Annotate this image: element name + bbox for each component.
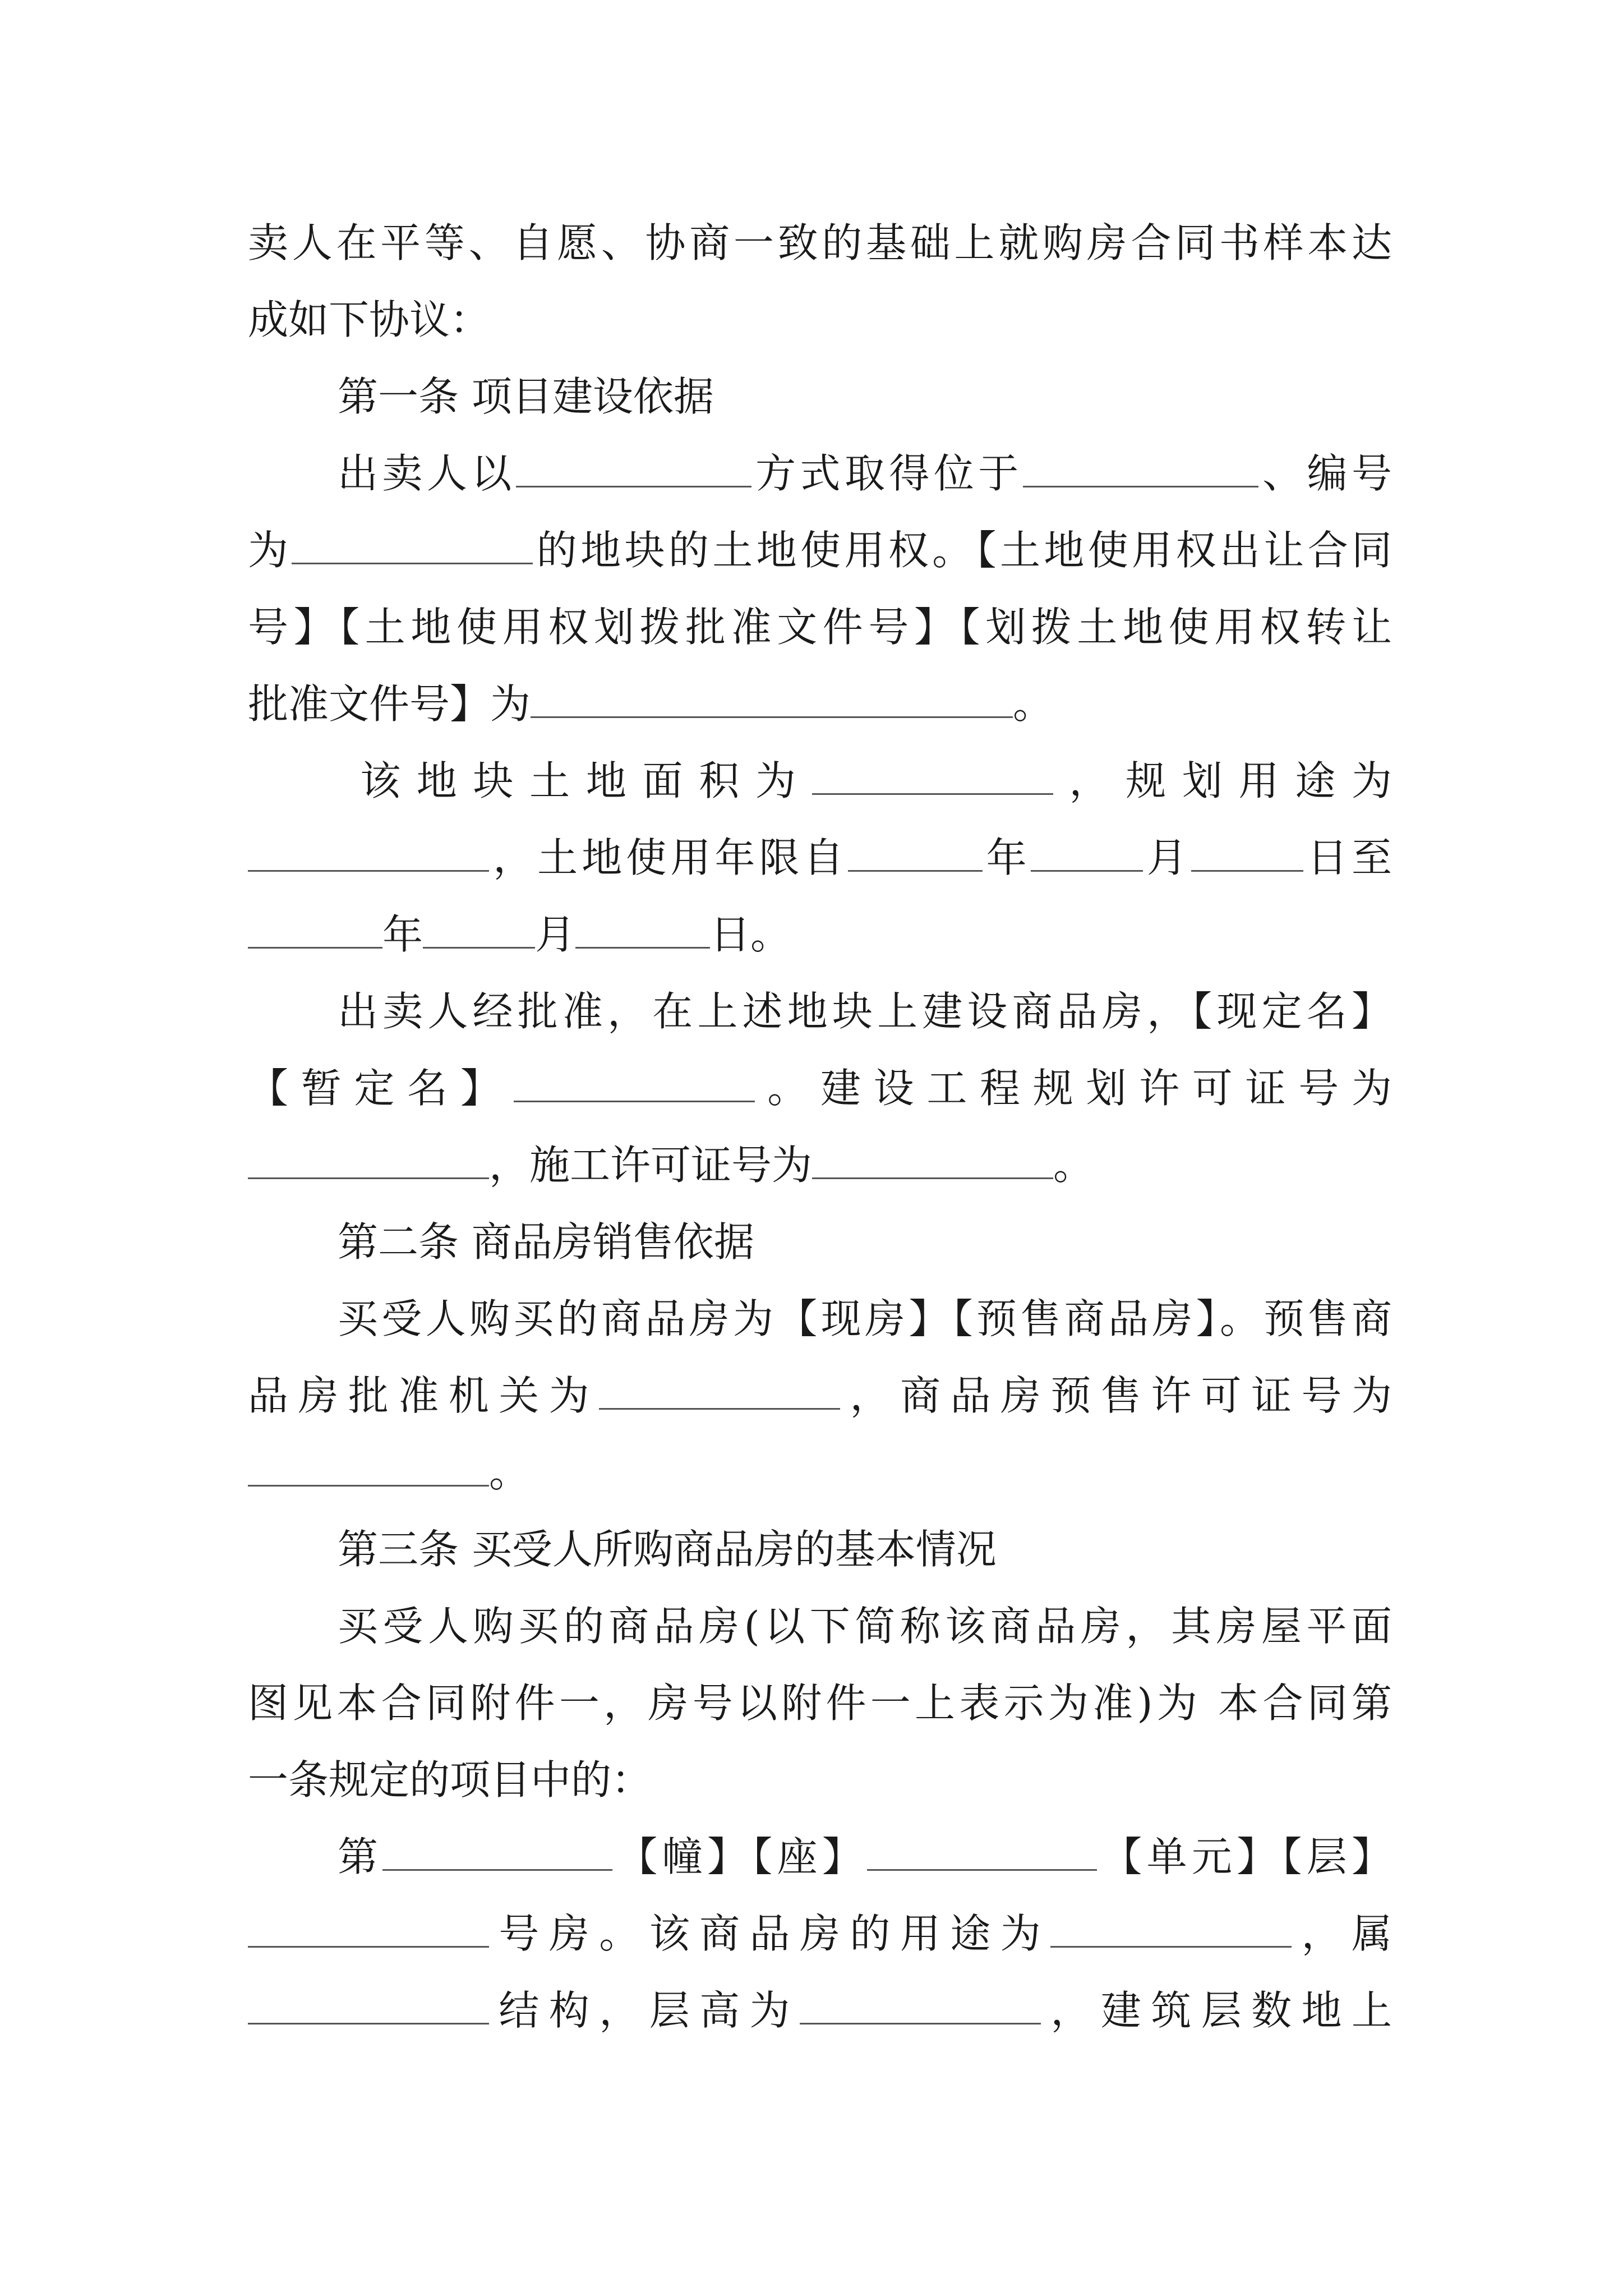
text: 图见本合同附件一，房号以附件一上表示为准)为 本合同第 [248,1680,1392,1727]
fill-blank[interactable] [812,747,1053,795]
text: 方式取得位于 [751,450,1023,497]
text: 品房批准机关为 [248,1372,600,1419]
article-3-heading [248,1510,1392,1589]
text: 第 [338,1833,383,1880]
text-line-24 [248,1971,1392,2050]
text: 批准文件号】为 [248,680,531,728]
fill-blank[interactable] [248,1977,489,2024]
fill-blank[interactable] [867,1823,1097,1871]
fill-blank[interactable] [531,670,1013,718]
text-line-1 [248,204,1392,282]
fill-blank[interactable] [423,901,535,949]
fill-blank[interactable] [848,824,983,872]
text: ，建筑层数地上 [1041,1987,1392,2034]
fill-blank[interactable] [599,1362,840,1410]
text-line-22 [248,1818,1392,1896]
text-line-4 [248,434,1392,513]
text-line-23 [248,1894,1392,1973]
text: 号】【土地使用权划拨批准文件号】【划拨土地使用权转让 [248,604,1392,651]
text: 。 [1053,1142,1094,1189]
article-2-heading [248,1203,1392,1281]
text: 买受人购买的商品房为【现房】【预售商品房】。预售商 [338,1295,1392,1342]
text-line-21 [248,1741,1392,1819]
text-line-8 [248,742,1392,820]
text: 一条规定的项目中的： [248,1756,652,1803]
text: ，土地使用年限自 [489,834,848,881]
text: ，规划用途为 [1053,757,1392,804]
text: 号房。该商品房的用途为 [489,1910,1051,1957]
fill-blank[interactable] [382,1823,612,1871]
text-line-16 [248,1356,1392,1435]
text: 年 [382,911,423,958]
text: 【单元】【层】 [1097,1833,1392,1880]
text-line-15 [248,1280,1392,1358]
text: 日。 [710,911,791,958]
text-line-6 [248,588,1392,666]
fill-blank[interactable] [575,901,710,949]
text: 为 [248,527,292,574]
fill-blank[interactable] [248,1900,489,1948]
text: 【幢】【座】 [612,1833,868,1880]
fill-blank[interactable] [812,1131,1053,1179]
text: 的地块的土地使用权。【土地使用权出让合同 [533,527,1392,574]
text: 该地块土地面积为 [360,757,812,804]
text-line-7 [248,665,1392,743]
fill-blank[interactable] [1191,824,1303,872]
text: 第二条 商品房销售依据 [338,1218,754,1266]
fill-blank[interactable] [516,440,751,487]
text: 日至 [1303,834,1392,881]
text: 买受人购买的商品房(以下简称该商品房，其房屋平面 [338,1603,1392,1650]
text: 成如下协议： [248,296,491,343]
fill-blank[interactable] [1050,1900,1292,1948]
text-line-2 [248,280,1392,359]
text: 出卖人经批准，在上述地块上建设商品房，【现定名】 [338,988,1392,1035]
fill-blank[interactable] [248,1439,489,1487]
text: 第三条 买受人所购商品房的基本情况 [338,1526,997,1573]
text: ，属 [1292,1910,1392,1957]
text: 月 [1142,834,1191,881]
text-line-5 [248,511,1392,590]
text: 、编号 [1258,450,1392,497]
text: 。建设工程规划许可证号为 [754,1065,1392,1112]
fill-blank[interactable] [248,1131,489,1179]
text: 出卖人以 [338,450,516,497]
fill-blank[interactable] [1031,824,1143,872]
text: 年 [982,834,1031,881]
text: ，施工许可证号为 [489,1142,813,1189]
text-line-12 [248,1049,1392,1128]
fill-blank[interactable] [514,1055,755,1102]
text: 结构，层高为 [489,1987,800,2034]
text: ，商品房预售许可证号为 [840,1372,1392,1419]
text-line-13 [248,1126,1392,1204]
text: 。 [1013,680,1054,728]
fill-blank[interactable] [248,824,489,872]
text: 第一条 项目建设依据 [338,373,714,420]
text-line-11 [248,972,1392,1051]
fill-blank[interactable] [248,901,382,949]
text: 月 [535,911,576,958]
text-line-17 [248,1433,1392,1512]
text-line-9 [248,818,1392,897]
fill-blank[interactable] [1023,440,1258,487]
text-line-19 [248,1587,1392,1665]
text: 。 [489,1449,530,1496]
text-line-20 [248,1664,1392,1742]
article-1-heading [248,357,1392,436]
fill-blank[interactable] [292,517,533,564]
text: 卖人在平等、自愿、协商一致的基础上就购房合同书样本达 [248,219,1392,266]
fill-blank[interactable] [800,1977,1041,2024]
text: 【暂定名】 [248,1065,514,1112]
text-line-10 [248,895,1392,974]
